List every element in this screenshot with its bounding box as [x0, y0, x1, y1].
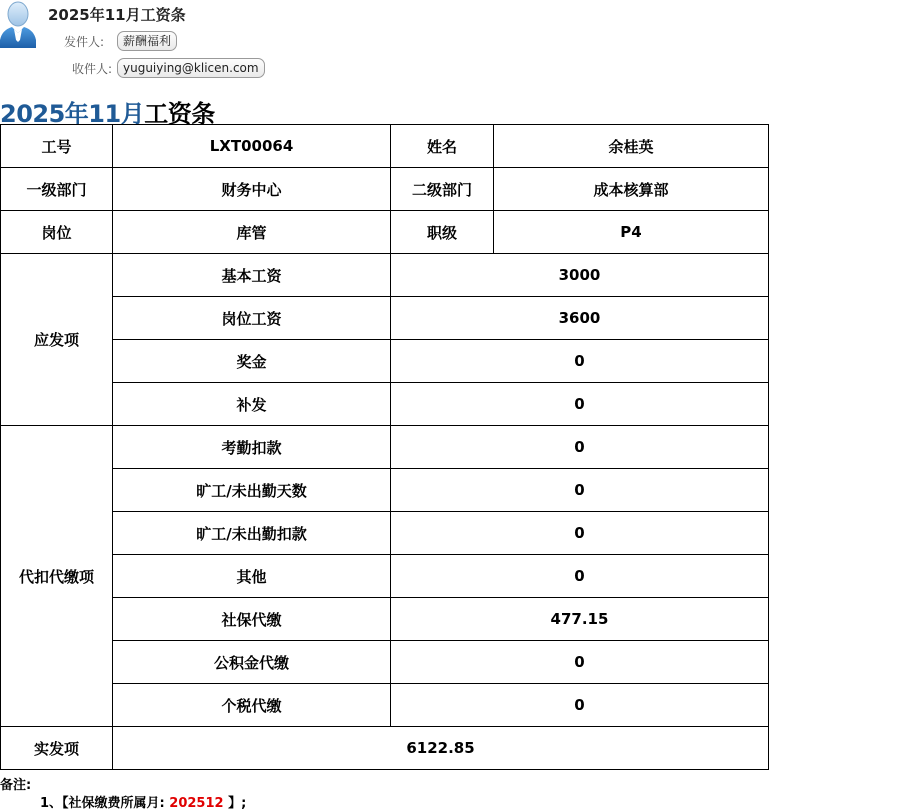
deduction-item-value: 0 — [391, 555, 769, 598]
dept1-value: 财务中心 — [113, 168, 391, 211]
deduction-item-value: 0 — [391, 469, 769, 512]
earning-item-value: 0 — [391, 383, 769, 426]
table-row — [1, 340, 769, 383]
table-row — [1, 684, 769, 727]
title-month: 2025年11月 — [0, 100, 145, 128]
net-pay-value: 6122.85 — [113, 727, 769, 770]
title-text: 工资条 — [144, 100, 215, 128]
notes-line-prefix: 1、【社保缴费所属月: — [40, 796, 165, 811]
name-label: 姓名 — [391, 125, 494, 168]
email-subject: 2025年11月工资条 — [48, 6, 186, 24]
dept2-label: 二级部门 — [391, 168, 494, 211]
deduction-item-value: 477.15 — [391, 598, 769, 641]
table-row — [1, 469, 769, 512]
name-value: 余桂英 — [494, 125, 769, 168]
table-row — [1, 254, 769, 297]
table-row — [1, 383, 769, 426]
post-value: 库管 — [113, 211, 391, 254]
earning-item-name: 基本工资 — [113, 254, 391, 297]
earnings-group-label: 应发项 — [1, 254, 113, 426]
net-pay-label: 实发项 — [1, 727, 113, 770]
earning-item-name: 岗位工资 — [113, 297, 391, 340]
earning-item-value: 0 — [391, 340, 769, 383]
deduction-item-value: 0 — [391, 512, 769, 555]
earning-item-value: 3600 — [391, 297, 769, 340]
table-row — [1, 727, 769, 770]
earning-item-value: 3000 — [391, 254, 769, 297]
table-row — [1, 555, 769, 598]
employee-id-label: 工号 — [1, 125, 113, 168]
notes-line-suffix: 】; — [228, 796, 247, 811]
deduction-item-value: 0 — [391, 426, 769, 469]
deduction-item-name: 个税代缴 — [113, 684, 391, 727]
table-row — [1, 598, 769, 641]
deduction-item-name: 考勤扣款 — [113, 426, 391, 469]
table-row — [1, 297, 769, 340]
employee-id-value: LXT00064 — [113, 125, 391, 168]
deduction-item-value: 0 — [391, 641, 769, 684]
deduction-item-name: 旷工/未出勤天数 — [113, 469, 391, 512]
email-header — [0, 0, 898, 92]
sender-chip[interactable]: 薪酬福利 — [117, 31, 177, 51]
dept2-value: 成本核算部 — [494, 168, 769, 211]
social-security-month: 202512 — [169, 796, 224, 811]
table-row — [1, 168, 769, 211]
to-label: 收件人: — [71, 62, 112, 76]
level-value: P4 — [494, 211, 769, 254]
recipient-chip[interactable]: yuguiying@klicen.com — [117, 58, 265, 78]
from-label: 发件人: — [63, 35, 104, 49]
deduction-item-name: 旷工/未出勤扣款 — [113, 512, 391, 555]
deduction-item-name: 公积金代缴 — [113, 641, 391, 684]
person-avatar-icon — [0, 0, 36, 48]
earning-item-name: 补发 — [113, 383, 391, 426]
table-row — [1, 641, 769, 684]
dept1-label: 一级部门 — [1, 168, 113, 211]
notes-line — [40, 792, 246, 811]
deduction-item-name: 其他 — [113, 555, 391, 598]
level-label: 职级 — [391, 211, 494, 254]
table-row — [1, 125, 769, 168]
earning-item-name: 奖金 — [113, 340, 391, 383]
table-row — [1, 512, 769, 555]
deductions-group-label: 代扣代缴项 — [1, 426, 113, 727]
payslip-table — [0, 124, 769, 770]
notes-title: 备注: — [0, 778, 32, 793]
deduction-item-value: 0 — [391, 684, 769, 727]
post-label: 岗位 — [1, 211, 113, 254]
table-row — [1, 211, 769, 254]
deduction-item-name: 社保代缴 — [113, 598, 391, 641]
table-row — [1, 426, 769, 469]
